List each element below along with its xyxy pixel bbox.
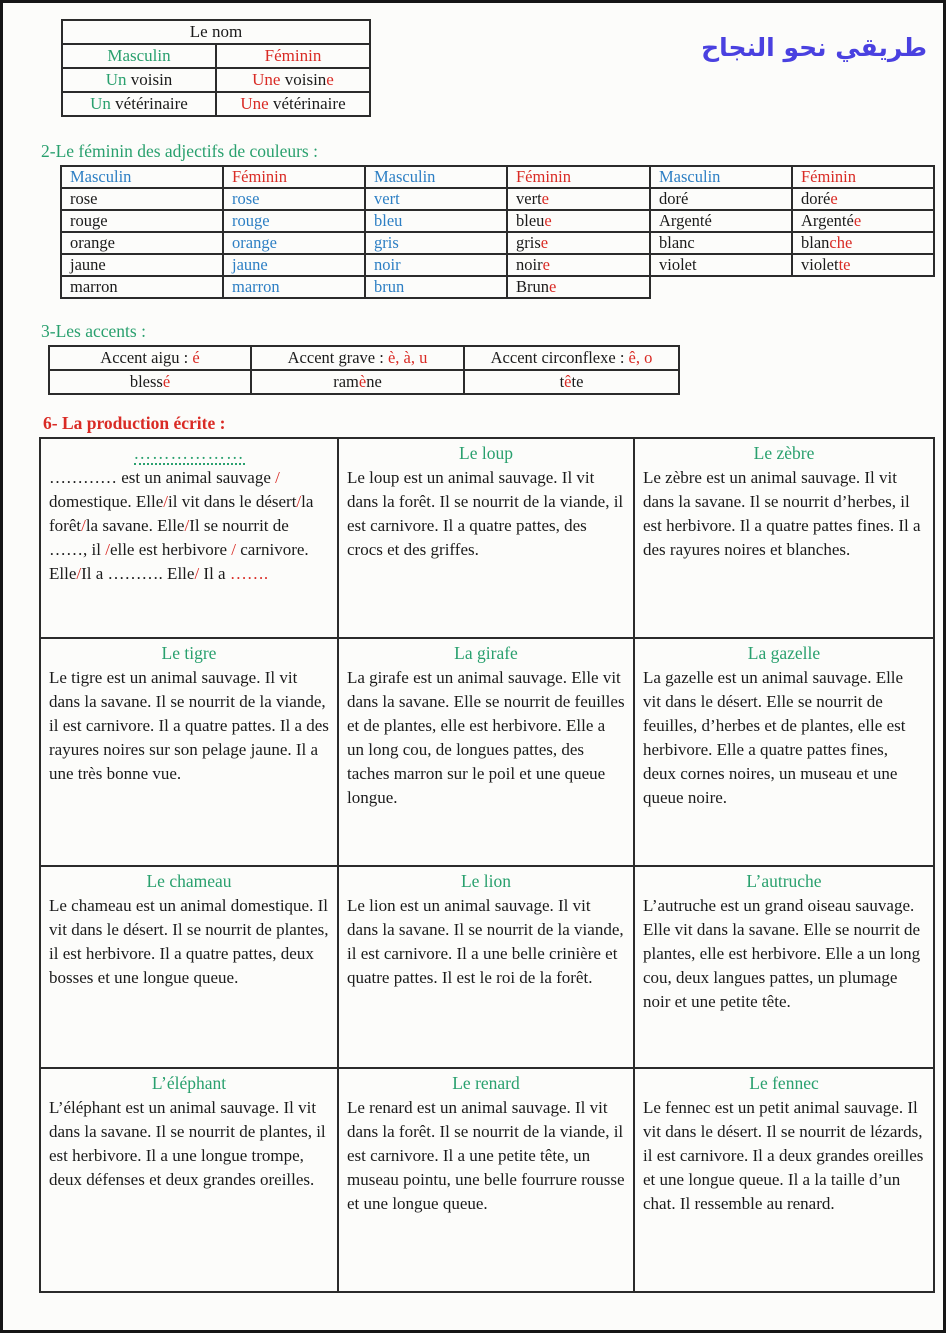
animal-description: La girafe est un animal sauvage. Elle vit dans la savane. Elle se nourrit de feuilles et de plantes, elle est herbivore. Elle a un long cou, de longues pattes, des taches marron sur le poil et une queue longue. xyxy=(347,667,625,808)
color-cell: dorée xyxy=(792,188,934,210)
accent-type-cell: Accent circonflexe : ê, o xyxy=(464,346,679,370)
production-cell-template xyxy=(40,438,338,638)
color-cell: jaune xyxy=(61,254,223,276)
color-cell: grise xyxy=(507,232,650,254)
color-header-cell: Féminin xyxy=(792,166,934,188)
animal-heading: Le tigre xyxy=(161,643,217,663)
production-cell-girafe xyxy=(338,638,634,866)
colors-section-title: 2-Le féminin des adjectifs de couleurs : xyxy=(41,141,318,161)
animal-heading: Le zèbre xyxy=(753,443,815,463)
color-header-cell: Féminin xyxy=(223,166,365,188)
color-cell: noire xyxy=(507,254,650,276)
animal-heading: L’éléphant xyxy=(151,1073,227,1093)
animal-description: Le lion est un animal sauvage. Il vit dans la savane. Il se nourrit de la viande, il est carnivore. Il a une belle crinière et quatre pattes. Il est le roi de la forêt. xyxy=(347,895,624,988)
animal-heading: La gazelle xyxy=(747,643,821,663)
color-cell: bleue xyxy=(507,210,650,232)
animal-heading: Le renard xyxy=(452,1073,520,1093)
color-cell: gris xyxy=(365,232,507,254)
noun-cell: Une voisine xyxy=(216,68,370,92)
animal-description: L’éléphant est un animal sauvage. Il vit dans la savane. Il se nourrit de plantes, il est herbivore. Il a une longue trompe, deux défenses et deux grandes oreilles. xyxy=(49,1097,326,1190)
color-cell: orange xyxy=(61,232,223,254)
production-cell-zebre xyxy=(634,438,934,638)
color-cell: verte xyxy=(507,188,650,210)
animal-description: L’autruche est un grand oiseau sauvage. Elle vit dans la savane. Elle se nourrit de plantes, elle est herbivore. Elle a un long cou, deux langues pattes, un plumage noir et une petite tête. xyxy=(643,895,921,1012)
color-cell: orange xyxy=(223,232,365,254)
color-cell: bleu xyxy=(365,210,507,232)
empty-cell xyxy=(650,276,792,298)
color-header-cell: Féminin xyxy=(507,166,650,188)
production-cell-renard xyxy=(338,1068,634,1292)
color-header-cell: Masculin xyxy=(650,166,792,188)
animal-description: La gazelle est un animal sauvage. Elle vit dans le désert. Elle se nourrit de feuilles, d’herbes et de plantes, elle est herbivore. Elle a quatre pattes fines, deux cornes noires, un museau et une queue noire. xyxy=(643,667,906,808)
accents-table xyxy=(48,345,680,395)
accent-type-cell: Accent grave : è, à, u xyxy=(251,346,464,370)
animal-heading: Le fennec xyxy=(749,1073,819,1093)
color-cell: marron xyxy=(61,276,223,298)
color-cell: blanc xyxy=(650,232,792,254)
animal-description: Le fennec est un petit animal sauvage. Il vit dans le désert. Il se nourrit de lézards, il est carnivore. Il a deux grandes oreilles et une longue queue. Il a la taille d’un chat. Il ressemble au renard. xyxy=(643,1097,924,1214)
animal-heading: L’autruche xyxy=(746,871,822,891)
template-heading: ……………… xyxy=(133,443,245,463)
production-cell-tigre xyxy=(40,638,338,866)
production-cell-fennec xyxy=(634,1068,934,1292)
production-cell-gazelle xyxy=(634,638,934,866)
production-table xyxy=(39,437,935,1293)
animal-heading: La girafe xyxy=(454,643,518,663)
noun-cell: Une vétérinaire xyxy=(216,92,370,116)
animal-heading: Le chameau xyxy=(146,871,232,891)
empty-cell xyxy=(792,276,934,298)
animal-description: Le chameau est un animal domestique. Il vit dans le désert. Il se nourrit de plantes, il est herbivore. Il a quatre pattes, deux bosses et une longue queue. xyxy=(49,895,329,988)
color-cell: violet xyxy=(650,254,792,276)
animal-description: Le loup est un animal sauvage. Il vit dans la forêt. Il se nourrit de la viande, il est carnivore. Il a quatre pattes, des crocs et des griffes. xyxy=(347,467,624,560)
color-cell: vert xyxy=(365,188,507,210)
gender-header-masculin: Masculin xyxy=(62,44,216,68)
accent-example-cell: tête xyxy=(464,370,679,394)
color-cell: violette xyxy=(792,254,934,276)
production-cell-loup xyxy=(338,438,634,638)
color-cell: blanche xyxy=(792,232,934,254)
color-cell: marron xyxy=(223,276,365,298)
accents-section-title: 3-Les accents : xyxy=(41,321,146,341)
color-cell: brun xyxy=(365,276,507,298)
animal-heading: Le lion xyxy=(460,871,512,891)
accent-type-cell: Accent aigu : é xyxy=(49,346,251,370)
color-header-cell: Masculin xyxy=(61,166,223,188)
color-cell: Argentée xyxy=(792,210,934,232)
accent-example-cell: ramène xyxy=(251,370,464,394)
production-section-title: 6- La production écrite : xyxy=(43,413,226,433)
watermark-arabic: طريقي نحو النجاح xyxy=(701,33,927,62)
gender-header-feminin: Féminin xyxy=(216,44,370,68)
animal-heading: Le loup xyxy=(459,443,513,463)
production-cell-chameau xyxy=(40,866,338,1068)
noun-cell: Un voisin xyxy=(62,68,216,92)
production-cell-elephant xyxy=(40,1068,338,1292)
nom-table-title: Le nom xyxy=(62,20,370,44)
color-header-cell: Masculin xyxy=(365,166,507,188)
template-description: ………… est un animal sauvage / domestique. Elle/il vit dans le désert/la forêt/la savane. Elle/Il se nourrit de ……, il /elle est herbivore / carnivore. Elle/Il a ………. Elle/ Il a ……. xyxy=(49,467,314,584)
color-cell: doré xyxy=(650,188,792,210)
nom-table xyxy=(61,19,371,117)
animal-description: Le renard est un animal sauvage. Il vit dans la forêt. Il se nourrit de la viande, il est carnivore. Il a une petite tête, un museau pointu, une belle fourrure rousse et une longue queue. xyxy=(347,1097,625,1214)
colors-table xyxy=(60,165,935,299)
animal-description: Le zèbre est un animal sauvage. Il vit dans la savane. Il se nourrit d’herbes, il est herbivore. Il a quatre pattes fines. Il a des rayures noires et blanches. xyxy=(643,467,921,560)
accent-example-cell: blessé xyxy=(49,370,251,394)
color-cell: rose xyxy=(61,188,223,210)
production-cell-autruche xyxy=(634,866,934,1068)
color-cell: jaune xyxy=(223,254,365,276)
production-cell-lion xyxy=(338,866,634,1068)
color-cell: Brune xyxy=(507,276,650,298)
color-cell: noir xyxy=(365,254,507,276)
color-cell: Argenté xyxy=(650,210,792,232)
noun-cell: Un vétérinaire xyxy=(62,92,216,116)
color-cell: rouge xyxy=(223,210,365,232)
animal-description: Le tigre est un animal sauvage. Il vit dans la savane. Il se nourrit de la viande, il est carnivore. Il a quatre pattes. Il a des rayures noires sur son pelage jaune. Il a une très bonne vue. xyxy=(49,667,329,784)
color-cell: rouge xyxy=(61,210,223,232)
color-cell: rose xyxy=(223,188,365,210)
